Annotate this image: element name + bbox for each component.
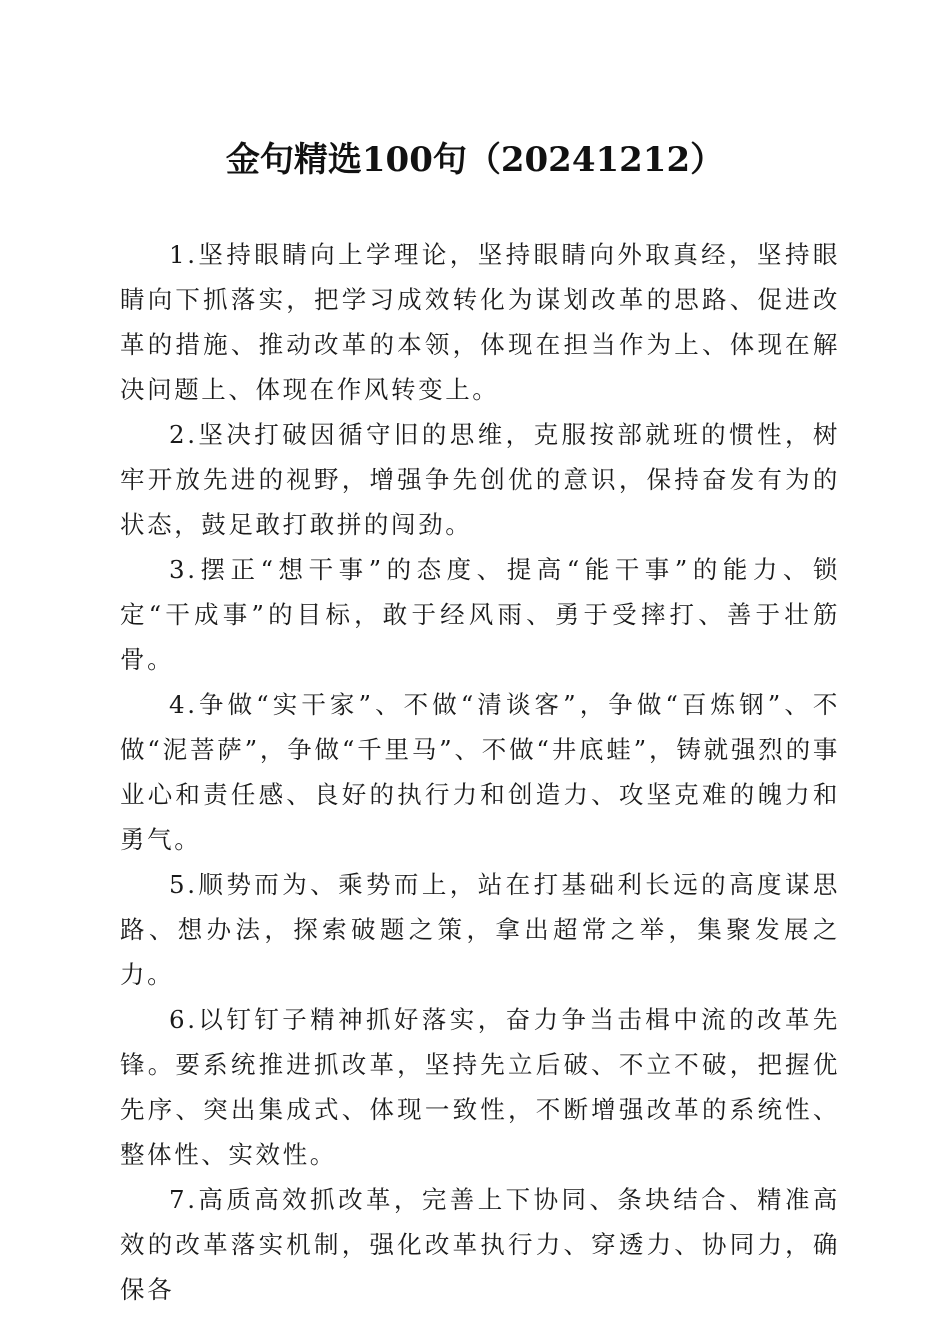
paragraph-5: 5.顺势而为、乘势而上，站在打基础利长远的高度谋思路、想办法，探索破题之策，拿出超常之举，集聚发展之力。	[120, 870, 840, 989]
paragraph-4: 4.争做“实干家”、不做“清谈客”，争做“百炼钢”、不做“泥菩萨”，争做“千里马”、不做“井底蛙”，铸就强烈的事业心和责任感、良好的执行力和创造力、攻坚克难的魄力和勇气。	[120, 690, 840, 854]
document-body	[120, 232, 840, 1312]
document-title: 金句精选100句（20241212）	[225, 140, 725, 180]
paragraph-1: 1.坚持眼睛向上学理论，坚持眼睛向外取真经，坚持眼睛向下抓落实，把学习成效转化为谋划改革的思路、促进改革的措施、推动改革的本领，体现在担当作为上、体现在解决问题上、体现在作风转变上。	[120, 240, 840, 404]
paragraph-3: 3.摆正“想干事”的态度、提高“能干事”的能力、锁定“干成事”的目标，敢于经风雨、勇于受摔打、善于壮筋骨。	[120, 555, 840, 674]
paragraph-6: 6.以钉钉子精神抓好落实，奋力争当击楫中流的改革先锋。要系统推进抓改革，坚持先立后破、不立不破，把握优先序、突出集成式、体现一致性，不断增强改革的系统性、整体性、实效性。	[120, 1005, 840, 1169]
paragraph-2: 2.坚决打破因循守旧的思维，克服按部就班的惯性，树牢开放先进的视野，增强争先创优的意识，保持奋发有为的状态，鼓足敢打敢拼的闯劲。	[120, 420, 840, 539]
paragraph-7: 7.高质高效抓改革，完善上下协同、条块结合、精准高效的改革落实机制，强化改革执行力、穿透力、协同力，确保各	[120, 1185, 840, 1304]
